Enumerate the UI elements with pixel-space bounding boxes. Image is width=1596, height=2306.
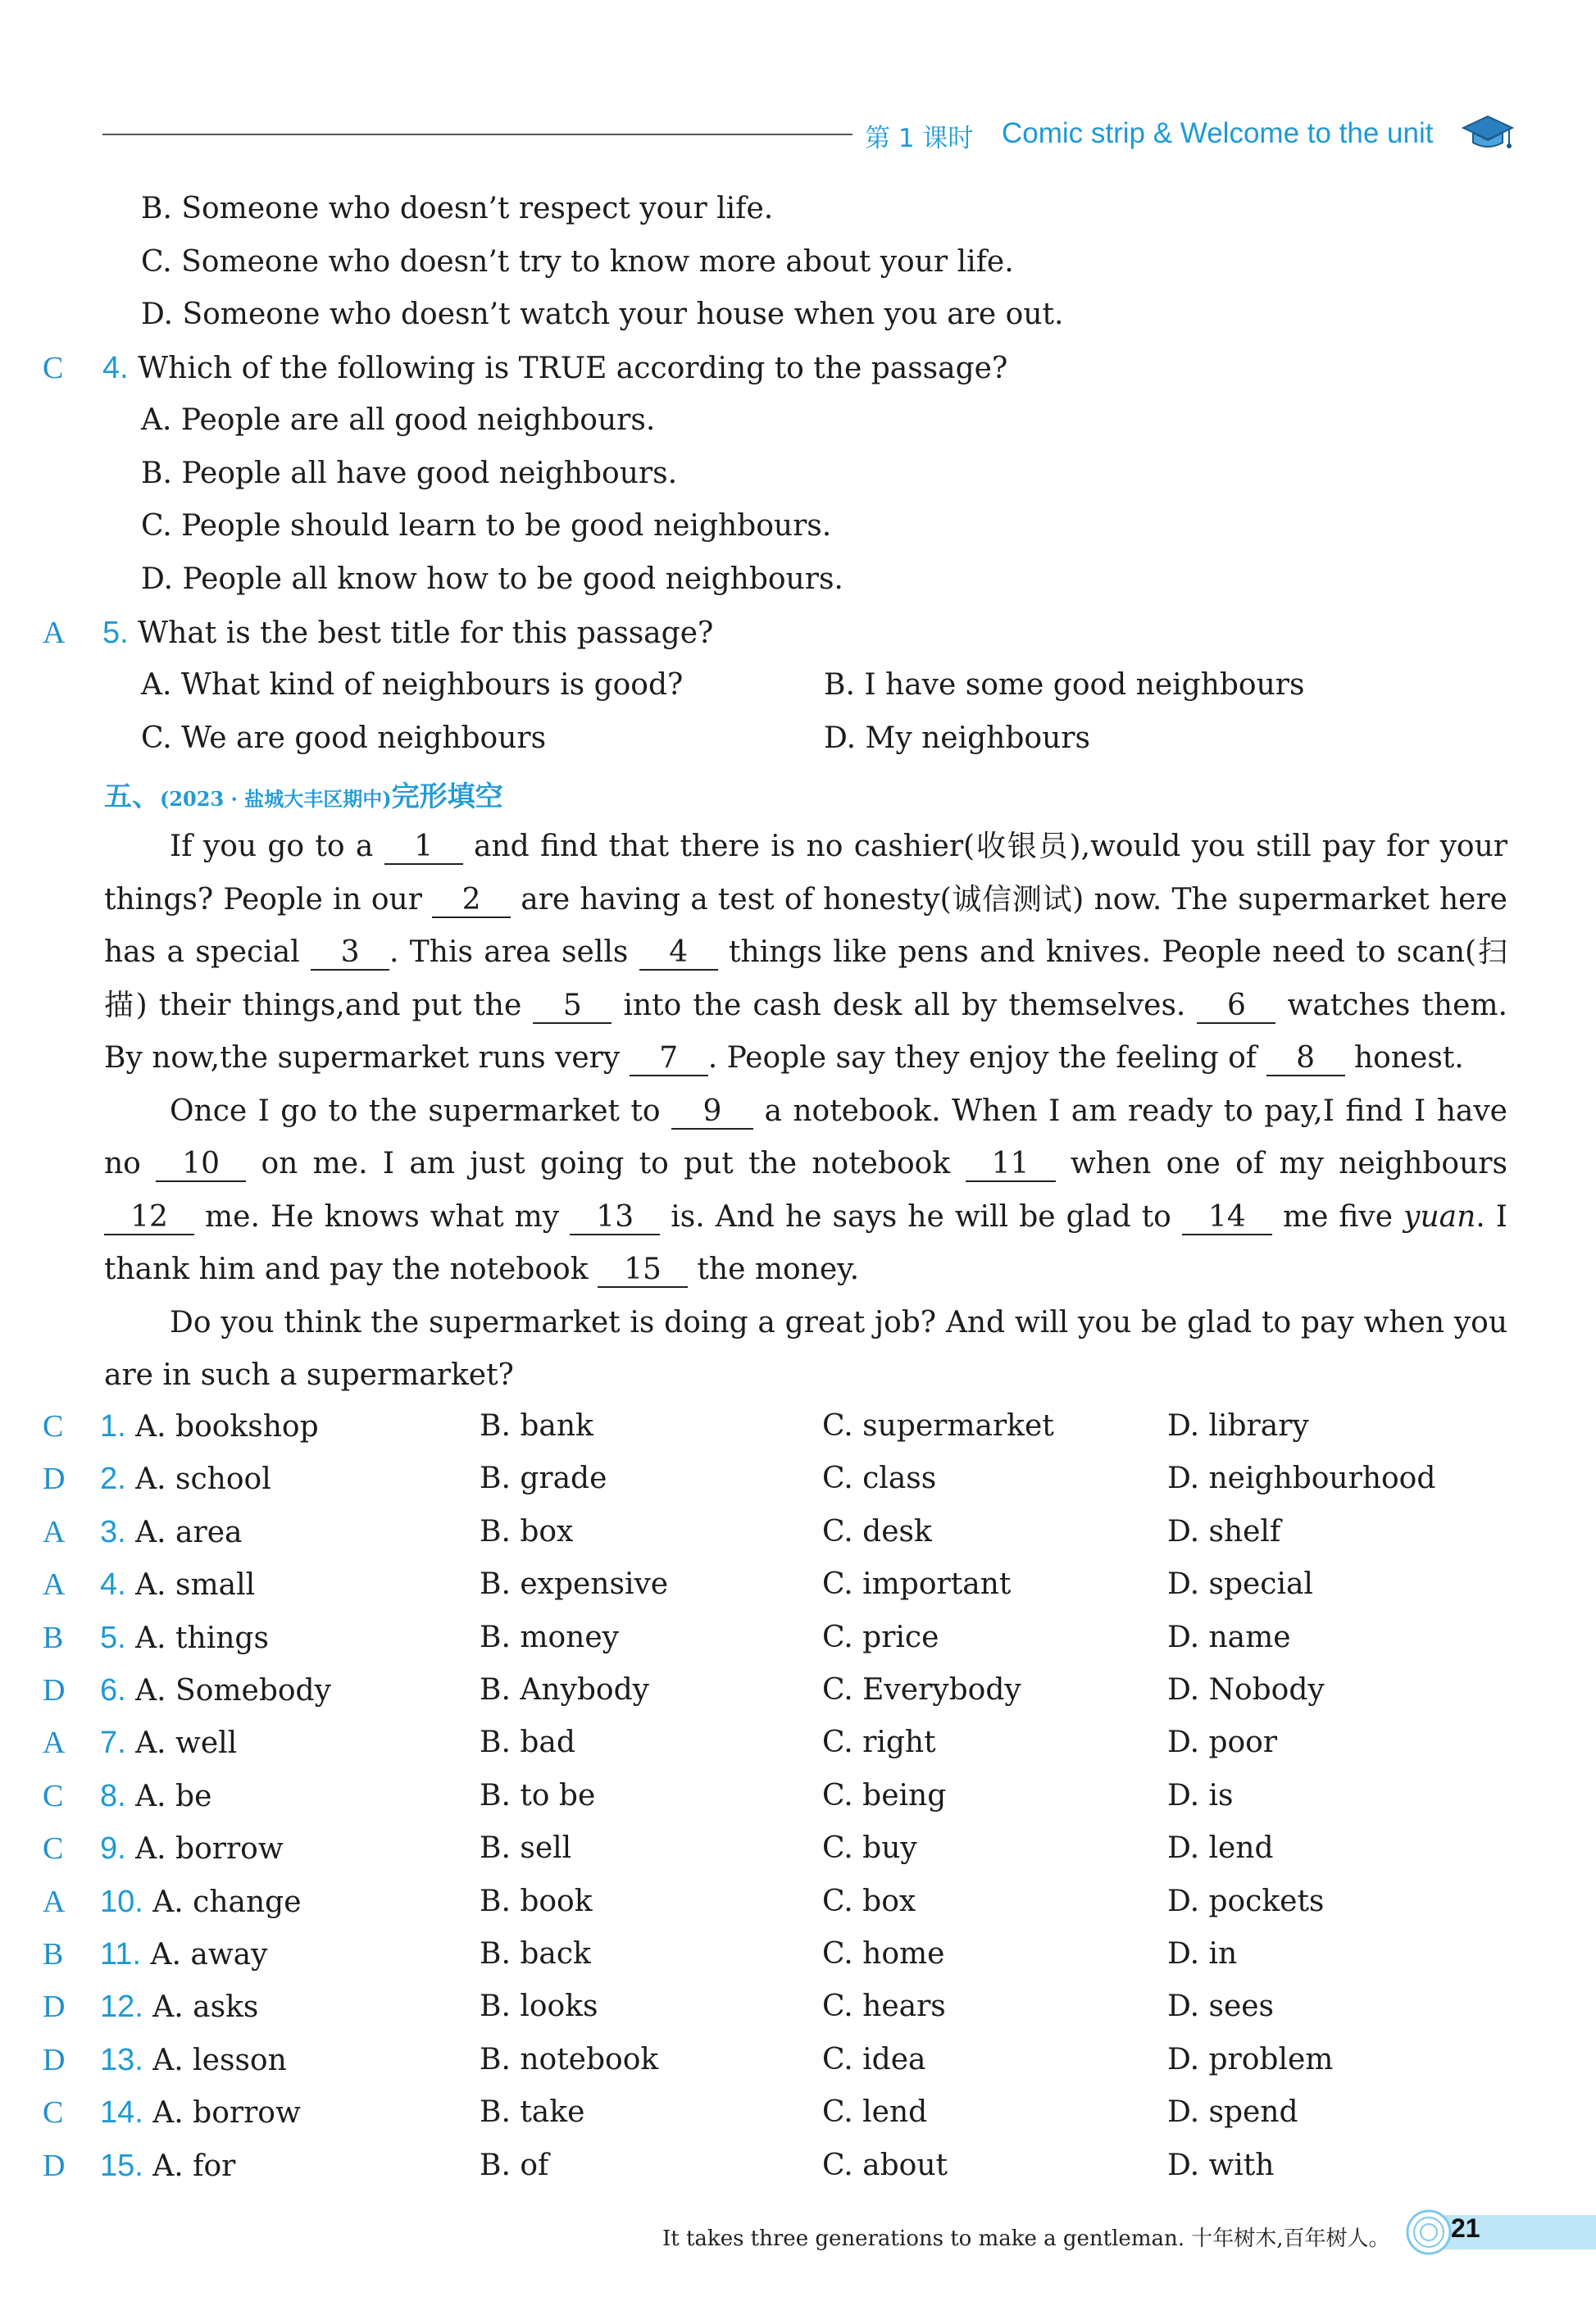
cloze-option-b: B. back [480, 1937, 591, 1971]
cloze-question [100, 1567, 255, 1603]
cloze-question-number: 5. [100, 1621, 126, 1655]
cloze-option-b: B. grade [480, 1462, 607, 1495]
cloze-option-c: C. being [822, 1779, 947, 1813]
q4-option-d: D. People all know how to be good neighbours. [141, 562, 843, 596]
p2-text-7: me five [1282, 1199, 1394, 1234]
q4-text: Which of the following is TRUE according to the passage? [138, 352, 1008, 385]
cloze-answer: A [43, 1567, 66, 1602]
cloze-option-b: B. looks [480, 1990, 598, 2023]
cloze-question [100, 1408, 319, 1445]
cloze-option-d: D. special [1167, 1567, 1313, 1601]
cloze-option-b: B. book [480, 1885, 593, 1918]
blank-9: 9 [671, 1095, 753, 1130]
cloze-answer: C [43, 2095, 64, 2130]
p2-text-2: a notebook. When I am ready to pay,I find I have no [104, 1094, 1507, 1180]
cloze-question-number: 6. [100, 1673, 126, 1708]
section-name: 完形填空 [391, 780, 503, 813]
cloze-option-d: D. library [1167, 1409, 1309, 1443]
cloze-question [100, 1461, 271, 1498]
cloze-option-b: B. expensive [480, 1567, 669, 1601]
header-rule [102, 134, 853, 135]
blank-12: 12 [104, 1201, 194, 1235]
blank-13: 13 [570, 1201, 660, 1235]
cloze-question [100, 1884, 302, 1921]
cloze-option-d: D. with [1167, 2149, 1275, 2182]
q5-option-d: D. My neighbours [824, 721, 1090, 755]
cloze-option-d: D. problem [1167, 2043, 1334, 2076]
passage-paragraph-3: Do you think the supermarket is doing a great job? And will you be glad to pay when you are in such a supermarket? [104, 1305, 1507, 1392]
passage-paragraph-1 [104, 821, 1507, 1085]
cloze-option-d: D. lend [1167, 1831, 1274, 1865]
cloze-question [100, 2148, 235, 2185]
p1-text-5: things like pens and knives. People need to scan(扫描) their things,and put the [104, 935, 1507, 1022]
section-number: 五、 [104, 780, 160, 813]
cloze-option-c: C. lend [822, 2095, 928, 2129]
cloze-option-d: D. spend [1167, 2095, 1298, 2129]
cloze-answer: A [43, 1515, 66, 1549]
blank-11: 11 [966, 1148, 1056, 1182]
cloze-question-number: 13. [100, 2043, 143, 2077]
page-number: 21 [1451, 2213, 1480, 2243]
cloze-option-d: D. Nobody [1167, 1673, 1325, 1707]
cloze-answer: B [43, 1621, 64, 1655]
cloze-option-c: C. buy [822, 1831, 917, 1865]
cloze-option-d: D. pockets [1167, 1885, 1325, 1918]
cloze-option-c: C. home [822, 1937, 945, 1971]
cloze-passage [104, 821, 1507, 1403]
graduation-cap-icon [1462, 113, 1514, 156]
p1-text-3: are having a test of honesty(诚信测试) now. The supermarket here has a special [104, 882, 1507, 969]
blank-10: 10 [156, 1148, 246, 1182]
cloze-question-number: 7. [100, 1726, 126, 1760]
blank-14: 14 [1182, 1201, 1272, 1235]
q4-number: 4. [102, 351, 129, 385]
p1-text-1: If you go to a [170, 830, 374, 863]
p2-text-yuan: yuan [1403, 1199, 1476, 1234]
cloze-answer: A [43, 1726, 66, 1760]
cloze-option-d: D. poor [1167, 1726, 1278, 1759]
p2-text-5: me. He knows what my [205, 1199, 560, 1234]
cloze-option-a: A. things [135, 1621, 269, 1655]
cloze-question-number: 11. [100, 1937, 142, 1972]
cloze-option-a: A. asks [152, 1990, 259, 2024]
cloze-option-a: A. change [152, 1885, 302, 1919]
cloze-option-b: B. of [480, 2149, 549, 2182]
cloze-option-b: B. box [480, 1515, 574, 1549]
cloze-answer: B [43, 1937, 64, 1972]
cloze-answer: C [43, 1409, 64, 1444]
cloze-option-c: C. class [822, 1462, 937, 1495]
cloze-option-d: D. neighbourhood [1167, 1462, 1436, 1495]
cloze-option-c: C. right [822, 1726, 936, 1759]
blank-7: 7 [630, 1042, 708, 1076]
q4-answer: C [43, 351, 64, 385]
blank-6: 6 [1197, 989, 1275, 1024]
cloze-answer: D [43, 1462, 66, 1496]
page-number-badge [1406, 2207, 1596, 2258]
blank-1: 1 [384, 830, 463, 865]
p2-text-4: when one of my neighbours [1070, 1147, 1507, 1180]
passage-paragraph-2 [104, 1085, 1507, 1297]
p1-text-2: and find that there is no cashier(收银员),would you still pay for your things? People in our [104, 830, 1507, 916]
q5-option-b: B. I have some good neighbours [824, 668, 1305, 702]
q5-stem [102, 615, 713, 652]
cloze-option-a: A. borrow [152, 2096, 301, 2130]
cloze-question-number: 2. [100, 1462, 126, 1496]
cloze-answer: D [43, 1990, 66, 2024]
cloze-option-b: B. bank [480, 1409, 593, 1443]
cloze-option-c: C. about [822, 2149, 948, 2182]
cloze-question [100, 1514, 242, 1551]
cloze-option-a: A. Somebody [135, 1674, 331, 1708]
p2-text-3: on me. I am just going to put the notebook [261, 1147, 951, 1180]
cloze-question-number: 10. [100, 1885, 143, 1919]
cloze-option-d: D. shelf [1167, 1515, 1281, 1549]
q3-option-b: B. Someone who doesn’t respect your life. [141, 192, 774, 225]
cloze-question [100, 1725, 237, 1762]
cloze-question [100, 1831, 284, 1867]
cloze-option-a: A. well [135, 1726, 238, 1760]
cloze-option-b: B. notebook [480, 2043, 659, 2076]
cloze-question [100, 1989, 258, 2026]
cloze-option-b: B. to be [480, 1779, 596, 1813]
q5-option-c: C. We are good neighbours [141, 721, 547, 755]
section-heading [104, 779, 503, 817]
cloze-question [100, 1778, 211, 1815]
cloze-option-b: B. bad [480, 1726, 575, 1759]
q5-option-a: A. What kind of neighbours is good? [141, 668, 684, 702]
cloze-answer: A [43, 1885, 66, 1919]
cloze-question-number: 9. [100, 1831, 126, 1866]
q3-option-d: D. Someone who doesn’t watch your house when you are out. [141, 298, 1064, 331]
section-source: (2023 · 盐城大丰区期中) [160, 787, 392, 811]
cloze-option-a: A. area [135, 1516, 243, 1549]
cloze-option-c: C. desk [822, 1515, 932, 1549]
cloze-option-b: B. sell [480, 1831, 572, 1865]
cloze-option-a: A. away [150, 1938, 268, 1972]
cloze-answer: D [43, 1673, 66, 1708]
cloze-option-d: D. in [1167, 1937, 1238, 1971]
q5-answer: A [43, 616, 66, 650]
p2-text-9: the money. [697, 1253, 860, 1286]
blank-8: 8 [1266, 1042, 1345, 1076]
q5-text: What is the best title for this passage? [138, 616, 714, 650]
blank-15: 15 [598, 1253, 688, 1288]
blank-5: 5 [533, 989, 612, 1024]
cloze-question-number: 8. [100, 1779, 126, 1813]
cloze-option-c: C. important [822, 1567, 1012, 1601]
cloze-option-a: A. bookshop [135, 1410, 319, 1444]
cloze-option-c: C. idea [822, 2043, 926, 2076]
q4-option-c: C. People should learn to be good neighbours. [141, 509, 832, 543]
q4-option-b: B. People all have good neighbours. [141, 457, 678, 490]
blank-3: 3 [311, 936, 389, 971]
p2-text-1: Once I go to the supermarket to [170, 1094, 661, 1128]
blank-4: 4 [639, 936, 718, 971]
cloze-option-c: C. supermarket [822, 1409, 1054, 1443]
cloze-option-c: C. Everybody [822, 1673, 1021, 1707]
cloze-question-number: 12. [100, 1990, 143, 2024]
cloze-option-b: B. Anybody [480, 1673, 649, 1707]
cloze-option-a: A. school [135, 1462, 271, 1496]
cloze-question-number: 4. [100, 1567, 126, 1602]
p2-text-6: is. And he says he will be glad to [671, 1199, 1171, 1234]
unit-title: Comic strip & Welcome to the unit [1002, 117, 1434, 149]
q4-option-a: A. People are all good neighbours. [141, 403, 656, 437]
cloze-question [100, 2095, 301, 2131]
p2-text-8: . I thank him and pay the notebook [104, 1199, 1507, 1286]
cloze-option-d: D. is [1167, 1779, 1234, 1813]
cloze-question [100, 2042, 287, 2079]
cloze-question [100, 1672, 331, 1709]
blank-2: 2 [432, 884, 511, 918]
cloze-question-number: 15. [100, 2149, 143, 2183]
cloze-option-a: A. borrow [135, 1832, 284, 1866]
cloze-option-b: B. money [480, 1621, 619, 1654]
cloze-option-d: D. name [1167, 1621, 1291, 1654]
p1-text-4: . This area sells [389, 935, 629, 969]
q5-number: 5. [102, 616, 129, 650]
cloze-option-a: A. be [135, 1780, 212, 1813]
cloze-question [100, 1620, 269, 1657]
p1-text-6: into the cash desk all by themselves. [623, 988, 1186, 1022]
cloze-question-number: 3. [100, 1515, 126, 1549]
cloze-option-c: C. hears [822, 1990, 946, 2023]
q4-stem [102, 350, 1007, 387]
cloze-answer: D [43, 2043, 66, 2077]
cloze-option-a: A. for [152, 2149, 236, 2183]
cloze-question [100, 1936, 267, 1973]
cloze-answer: C [43, 1779, 64, 1813]
cloze-question-number: 1. [100, 1409, 126, 1444]
cloze-question-number: 14. [100, 2095, 143, 2130]
cloze-option-a: A. small [135, 1568, 256, 1602]
p1-text-7: watches them. By now,the supermarket runs very [104, 988, 1508, 1075]
cloze-option-b: B. take [480, 2095, 585, 2129]
q3-option-c: C. Someone who doesn’t try to know more about your life. [141, 245, 1014, 279]
cloze-option-a: A. lesson [152, 2044, 287, 2077]
lesson-label: 第 1 课时 [865, 124, 974, 153]
p1-text-8: . People say they enjoy the feeling of [707, 1041, 1257, 1075]
p1-text-9: honest. [1353, 1041, 1464, 1075]
cloze-option-d: D. sees [1167, 1990, 1275, 2023]
cloze-answer: C [43, 1831, 64, 1866]
cloze-option-c: C. box [822, 1885, 916, 1918]
cloze-option-c: C. price [822, 1621, 939, 1654]
footer-proverb: It takes three generations to make a gentleman. 十年树木,百年树人。 [662, 2226, 1390, 2251]
cloze-answer: D [43, 2149, 66, 2183]
